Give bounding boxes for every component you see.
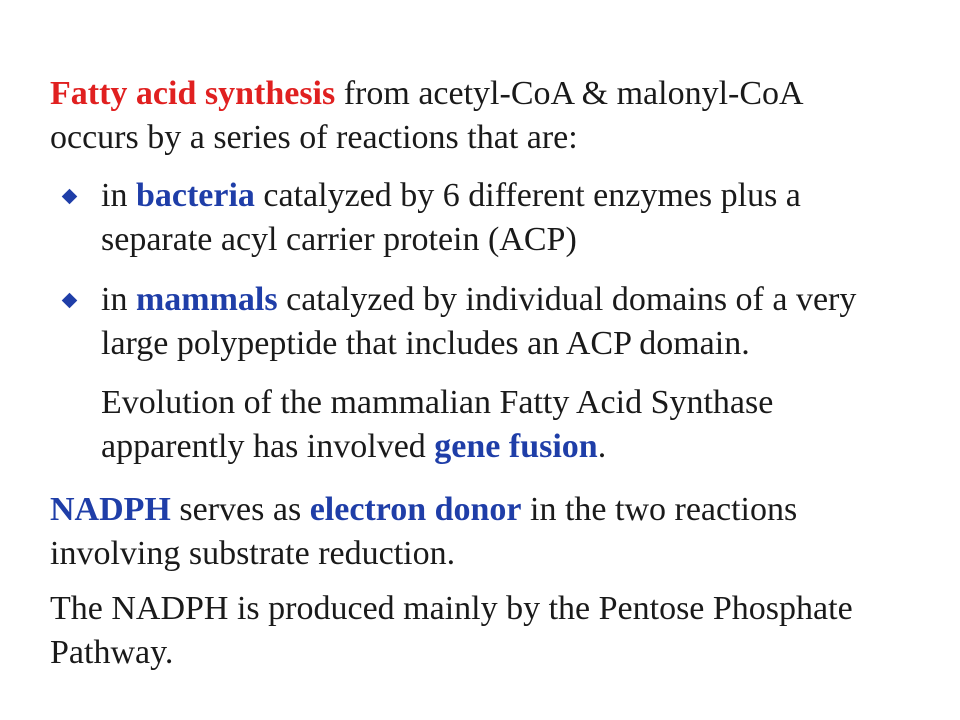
bullet-bacteria-line-1 xyxy=(101,174,934,218)
bullet-mammals-line-2: large polypeptide that includes an ACP domain. xyxy=(101,325,750,362)
nadph-line-2: involving substrate reduction. xyxy=(50,535,456,572)
nadph-mid: serves as xyxy=(170,491,310,528)
electron-donor-highlight: electron donor xyxy=(309,491,522,528)
nadph-line-1 xyxy=(50,488,876,532)
evolution-line-2 xyxy=(101,425,861,469)
mammals-highlight: mammals xyxy=(135,281,278,318)
bullet-text-bacteria xyxy=(101,174,934,262)
evolution-line-1: Evolution of the mammalian Fatty Acid Synthase xyxy=(101,384,774,421)
nadph-rest: in the two reactions xyxy=(521,491,798,528)
intro-line-2: occurs by a series of reactions that are: xyxy=(50,119,578,156)
evolution-line-2-prefix: apparently has involved xyxy=(101,428,435,465)
pentose-line-2: Pathway. xyxy=(50,634,174,671)
bullet-text-mammals xyxy=(101,278,934,366)
nadph-highlight: NADPH xyxy=(50,491,171,528)
fatty-acid-synthesis-highlight: Fatty acid synthesis xyxy=(50,75,336,112)
diamond-bullet-icon xyxy=(62,189,78,205)
bullet-mammals-line-1 xyxy=(101,278,934,322)
pentose-line-1: The NADPH is produced mainly by the Pentose Phosphate xyxy=(50,590,853,627)
intro-paragraph xyxy=(50,72,880,160)
diamond-bullet-icon xyxy=(62,293,78,309)
evolution-paragraph xyxy=(101,381,861,469)
bullet-mammals-prefix: in xyxy=(101,281,136,318)
pentose-paragraph xyxy=(50,587,936,675)
bacteria-highlight: bacteria xyxy=(135,177,255,214)
nadph-paragraph xyxy=(50,488,876,576)
gene-fusion-highlight: gene fusion xyxy=(434,428,598,465)
bullet-item-bacteria xyxy=(64,174,934,262)
bullet-bacteria-line-2: separate acyl carrier protein (ACP) xyxy=(101,221,577,258)
bullet-bacteria-rest: catalyzed by 6 different enzymes plus a xyxy=(254,177,801,214)
evolution-line-2-suffix: . xyxy=(597,428,607,465)
intro-line-1 xyxy=(50,72,880,116)
bullet-mammals-rest: catalyzed by individual domains of a very xyxy=(277,281,857,318)
bullet-item-mammals xyxy=(64,278,934,366)
bullet-bacteria-prefix: in xyxy=(101,177,136,214)
intro-line-1-text: from acetyl-CoA & malonyl-CoA xyxy=(335,75,804,112)
